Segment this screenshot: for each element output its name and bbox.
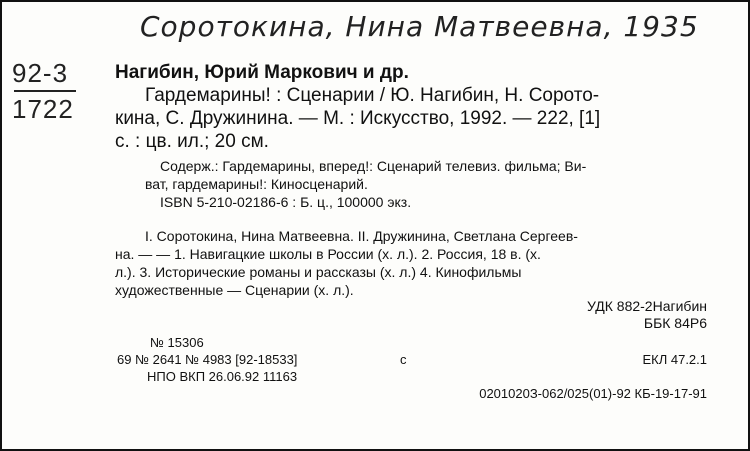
shelf-mark-top: 92-3: [12, 58, 69, 88]
handwritten-author-name: Соротокина, Нина Матвеевна, 1935: [140, 10, 699, 43]
tracings-line-3: л.). 3. Исторические романы и рассказы (х. л.) 4. Кинофильмы: [115, 264, 522, 280]
publication-code: 0201020З-062/025(01)-92 КБ-19-17-91: [479, 386, 707, 401]
tracings-line-4: художественные — Сценарии (х. л.).: [115, 282, 354, 298]
contents-line-2: ват, гардемарины!: Киносценарий.: [145, 176, 368, 192]
order-line-suffix: с: [400, 352, 407, 367]
order-line: 69 № 2641 № 4983 [92-18533]: [117, 352, 298, 367]
entry-heading: Нагибин, Юрий Маркович и др.: [115, 62, 409, 83]
udk-code: УДК 882-2Нагибин: [587, 298, 707, 314]
title-line-1: Гардемарины! : Сценарии / Ю. Нагибин, Н. Сорото-: [145, 85, 600, 106]
card-border-left: [0, 0, 2, 451]
tracings-line-1: I. Соротокина, Нина Матвеевна. II. Дружинина, Светлана Сергеев-: [145, 228, 578, 244]
ekl-code: ЕКЛ 47.2.1: [642, 352, 707, 367]
shelf-mark-divider: [14, 90, 76, 92]
printing-line: НПО ВКП 26.06.92 11163: [147, 369, 298, 384]
title-line-2: кина, С. Дружинина. — М. : Искусство, 1992. — 222, [1]: [115, 108, 601, 129]
contents-line-1: Содерж.: Гардемарины, вперед!: Сценарий телевиз. фильма; Ви-: [160, 158, 587, 174]
shelf-mark-bottom: 1722: [12, 94, 74, 124]
bbk-code: ББК 84Р6: [643, 315, 707, 331]
card-number: № 15306: [150, 335, 204, 350]
isbn-line: ISBN 5-210-02186-6 : Б. ц., 100000 экз.: [160, 194, 412, 210]
card-border-top: [0, 0, 750, 2]
shelf-mark: [12, 58, 76, 125]
tracings-line-2: на. — — 1. Навигацкие школы в России (х. л.). 2. Россия, 18 в. (х.: [115, 246, 541, 262]
title-line-3: с. : цв. ил.; 20 см.: [115, 131, 269, 152]
